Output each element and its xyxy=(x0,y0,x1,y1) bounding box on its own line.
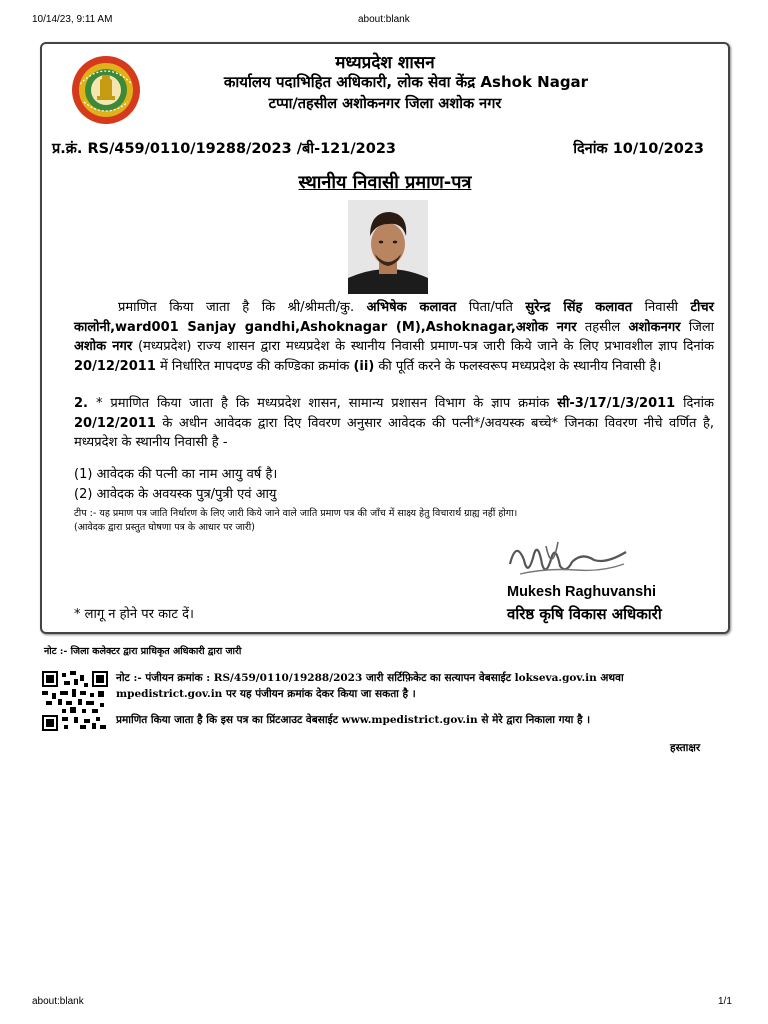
verification-note-line-1: नोट :- पंजीयन क्रमांक : RS/459/0110/19288/2023 जारी सर्टिफ़िकेट का सत्यापन वेबसाईट lokseva.gov.in अथवा xyxy=(116,672,624,684)
print-page-number: 1/1 xyxy=(718,996,732,1007)
paragraph-1: प्रमाणित किया जाता है कि श्री/श्रीमती/कु. अभिषेक कलावत पिता/पति सुरेन्द्र सिंह कलावत निवासी टीचर कालोनी,ward001 Sanjay gandhi,Ashoknagar (M),Ashoknagar,अशोक नगर तहसील अशोकनगर जिला अशोक नगर (मध्यप्रदेश) राज्य शासन द्वारा मध्यप्रदेश के स्थानीय निवासी प्रमाण-पत्र जारी किये जाने के लिए प्रभावशील ज्ञाप दिनांक 20/12/2011 में निर्धारित मापदण्ड की कण्डिका क्रमांक (ii) की पूर्ति करने के फलस्वरूप मध्यप्रदेश के स्थानीय निवासी है। xyxy=(74,300,715,374)
ref-label: प्र.क्रं. xyxy=(52,141,83,157)
signatory-designation: वरिष्ठ कृषि विकास अधिकारी xyxy=(507,605,662,623)
item-1: (1) आवेदक की पत्नी का नाम आयु वर्ष है। xyxy=(74,467,278,482)
district-name: अशोक नगर xyxy=(74,339,133,354)
signature-image xyxy=(506,534,632,588)
reference-number xyxy=(52,138,396,158)
note-tip: टीप :- यह प्रमाण पत्र जाति निर्धारण के लिए जारी किये जाने वाले जाति प्रमाण पत्र की जाँच में साक्ष्य हेतु विचारार्थ ग्राह्य नहीं होगा। xyxy=(74,508,518,519)
print-datetime: 10/14/23, 9:11 AM xyxy=(32,14,113,25)
print-footer-url: about:blank xyxy=(32,996,84,1007)
ref-value: RS/459/0110/19288/2023 /बी-121/2023 xyxy=(87,141,397,157)
signatory-name: Mukesh Raghuvanshi xyxy=(507,584,657,600)
gyap-number: सी-3/17/1/3/2011 xyxy=(557,396,676,411)
applicant-name: अभिषेक कलावत xyxy=(366,300,457,315)
header-line-1: मध्यप्रदेश शासन xyxy=(335,53,435,73)
tehsil-name: अशोकनगर xyxy=(628,319,681,335)
gyap-date-2: 20/12/2011 xyxy=(74,415,156,431)
issue-date xyxy=(573,138,704,158)
strike-note: * लागू न होने पर काट दें। xyxy=(74,607,194,622)
para2-number: 2. xyxy=(74,396,88,411)
applicant-photo xyxy=(348,200,428,294)
note-declaration: (आवेदक द्वारा प्रस्तुत घोषणा पत्र के आधार पर जारी) xyxy=(74,522,255,533)
kandika-number: (ii) xyxy=(353,358,375,374)
header-line-3: टप्पा/तहसील अशोकनगर जिला अशोक नगर xyxy=(268,96,502,112)
print-url: about:blank xyxy=(358,14,410,25)
date-value: 10/10/2023 xyxy=(612,141,704,157)
certificate-title: स्थानीय निवासी प्रमाण-पत्र xyxy=(298,172,472,193)
verification-note-line-2: mpedistrict.gov.in पर यह पंजीयन क्रमांक देकर किया जा सकता है । xyxy=(116,688,416,700)
signature-label: हस्ताक्षर xyxy=(670,742,701,754)
item-2: (2) आवेदक के अवयस्क पुत्र/पुत्री एवं आयु xyxy=(74,487,277,502)
date-label: दिनांक xyxy=(573,141,608,157)
certificate-card xyxy=(40,42,730,634)
printout-statement: प्रमाणित किया जाता है कि इस पत्र का प्रिंटआउट वेबसाईट www.mpedistrict.gov.in से मेरे द्वारा निकाला गया है । xyxy=(116,714,591,726)
header-line-2: कार्यालय पदाभिहित अधिकारी, लोक सेवा केंद्र Ashok Nagar xyxy=(223,73,589,91)
collector-note: नोट :- जिला कलेक्टर द्वारा प्राधिकृत अधिकारी द्वारा जारी xyxy=(44,646,242,657)
father-name: सुरेन्द्र सिंह कलावत xyxy=(525,300,633,315)
qr-code xyxy=(42,671,108,731)
gyap-date: 20/12/2011 xyxy=(74,358,156,374)
paragraph-2: 2. * प्रमाणित किया जाता है कि मध्यप्रदेश शासन, सामान्य प्रशासन विभाग के ज्ञाप क्रमांक सी-3/17/1/3/2011 दिनांक 20/12/2011 के अधीन आवेदक द्वारा दिए विवरण अनुसार आवेदक की पत्नी*/अवयस्क बच्चे* जिनका विवरण नीचे वर्णित है, मध्यप्रदेश के स्थानीय निवासी है - xyxy=(74,396,715,450)
applicant-address: टीचर कालोनी,ward001 Sanjay gandhi,Ashoknagar (M),Ashoknagar,अशोक नगर xyxy=(74,300,714,335)
